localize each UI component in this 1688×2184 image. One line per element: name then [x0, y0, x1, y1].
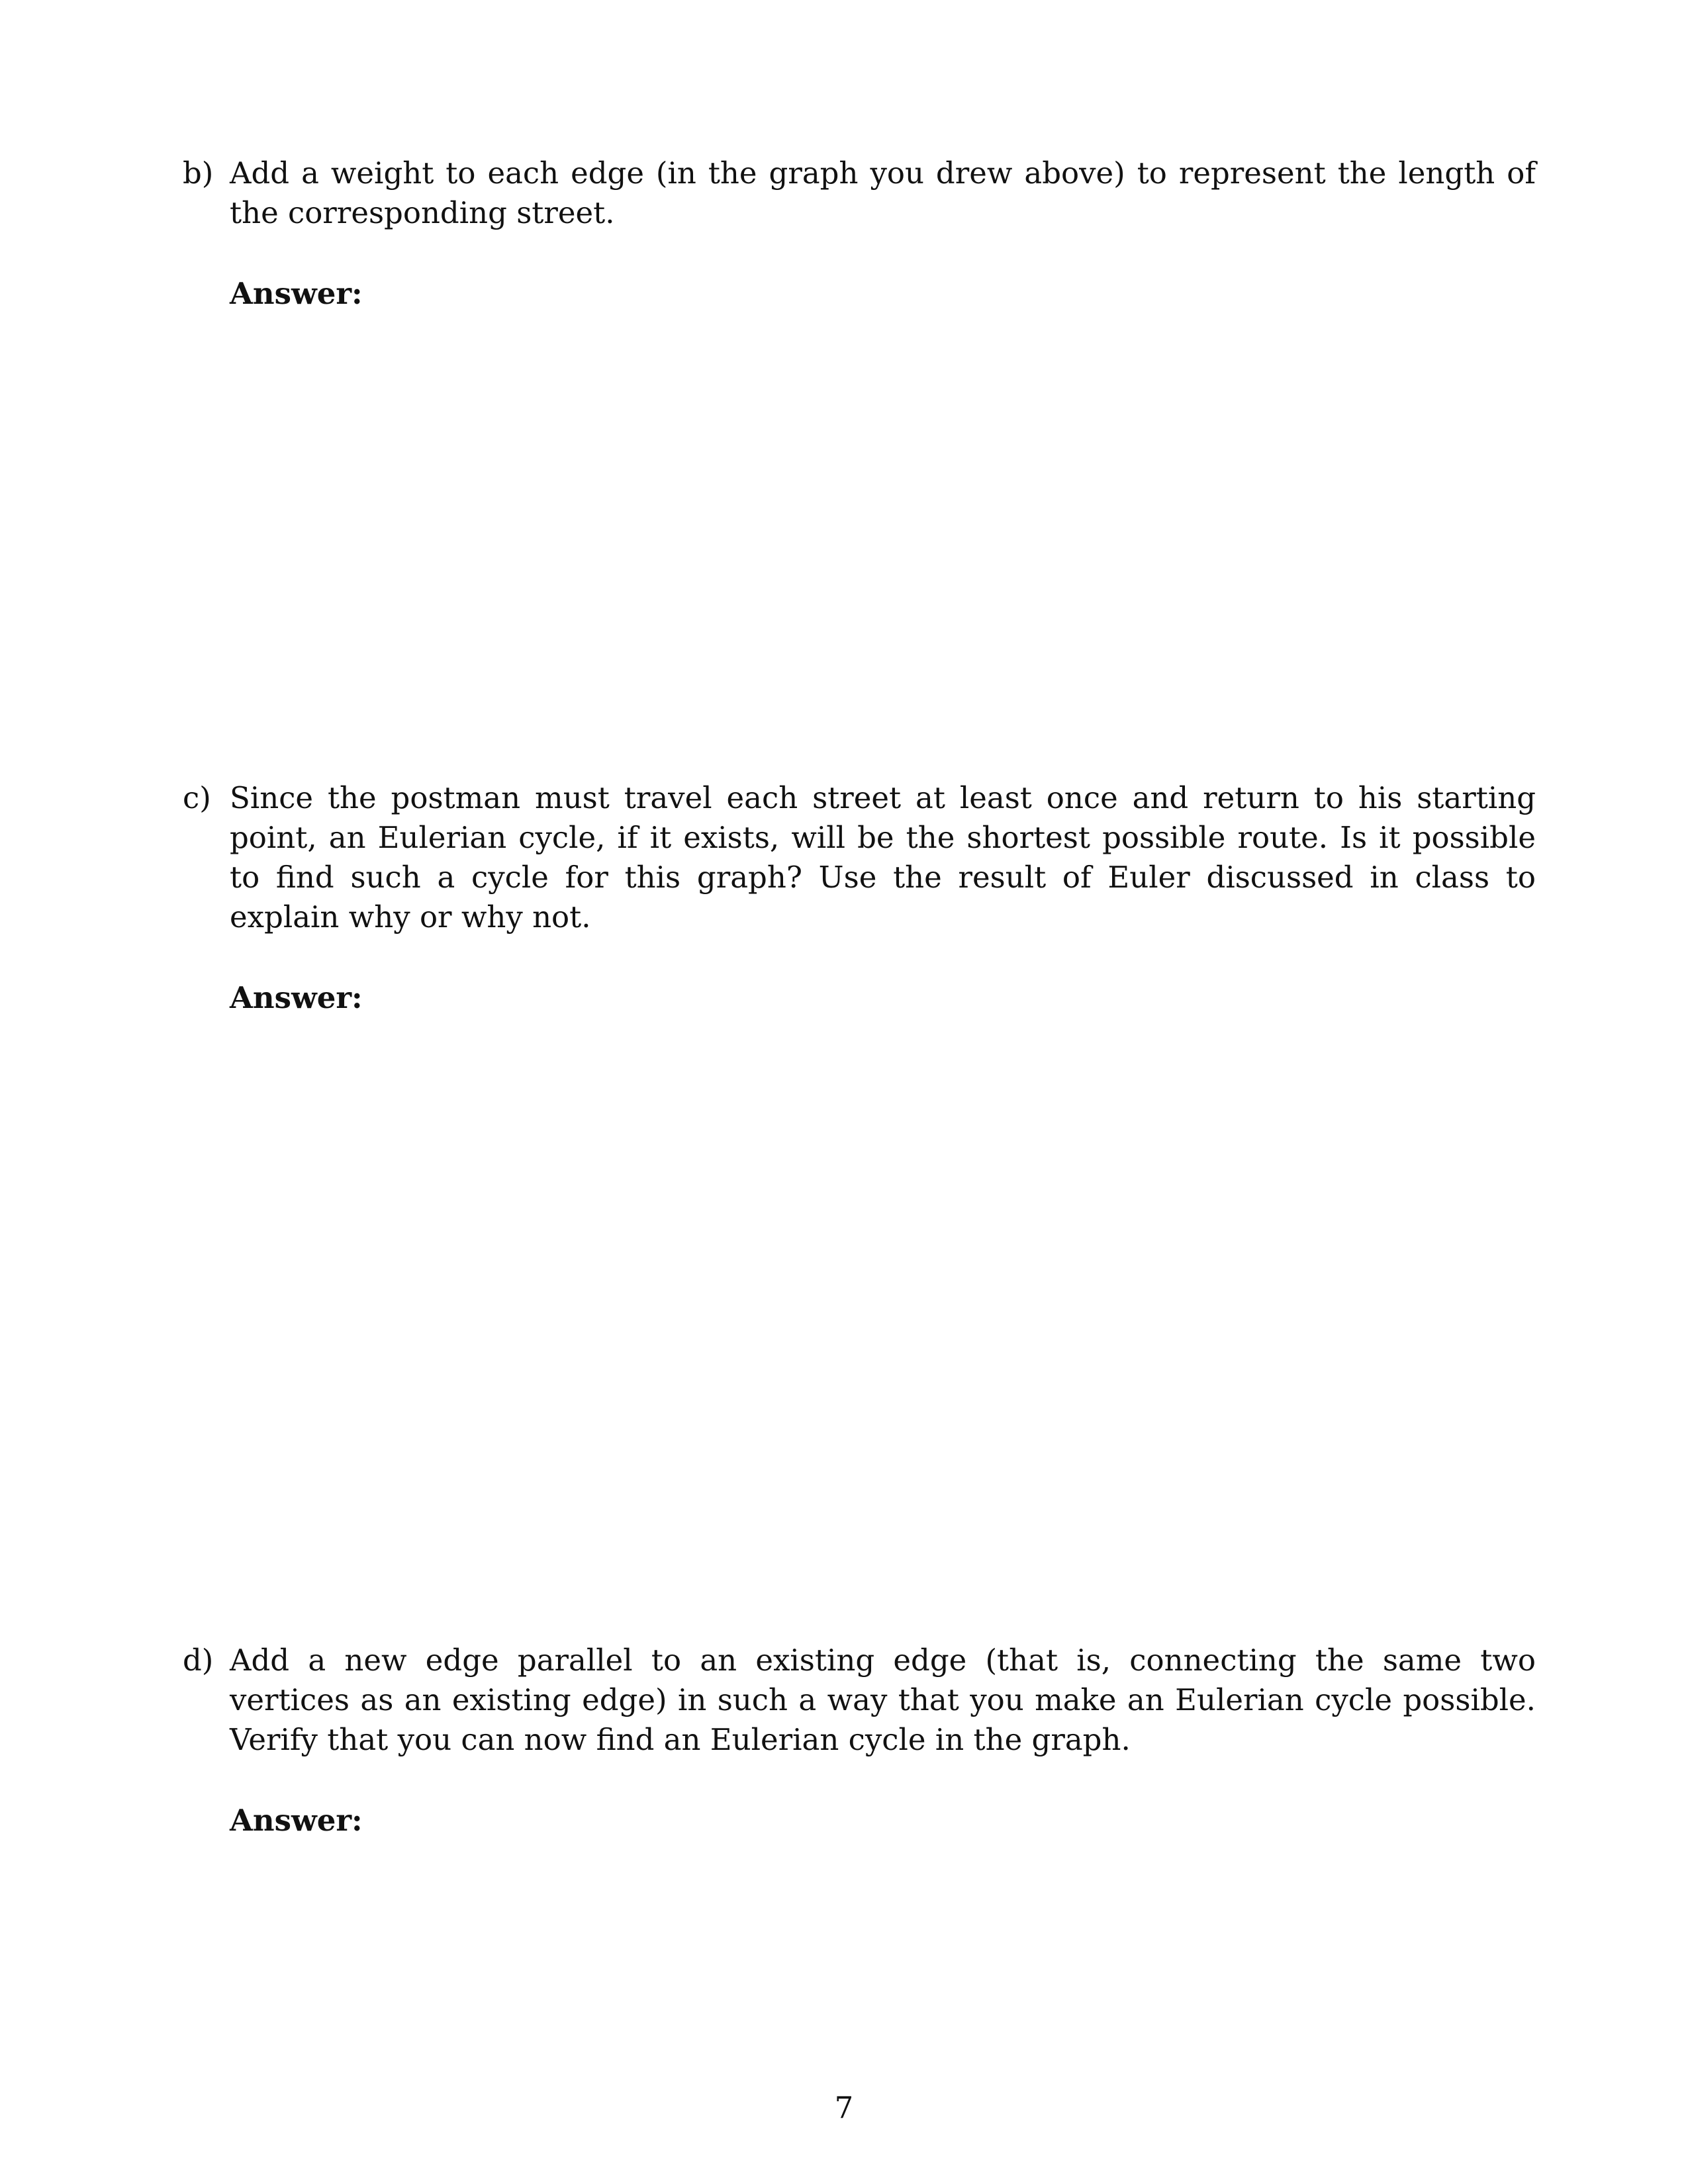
- question-d-label: d): [183, 1643, 214, 1678]
- question-d-row: [183, 1641, 1536, 1760]
- question-c-answer-area[interactable]: [230, 1018, 1536, 1666]
- question-b-row: [183, 154, 1536, 233]
- question-c: [183, 778, 1536, 1666]
- question-c-row: [183, 778, 1536, 937]
- question-d-answer-area[interactable]: [230, 1841, 1536, 2039]
- question-b-answer-label: Answer:: [230, 276, 363, 311]
- question-d: [183, 1641, 1536, 2039]
- page-number: 7: [834, 2090, 854, 2125]
- question-c-answer-label: Answer:: [230, 980, 363, 1015]
- question-c-text: Since the postman must travel each street at least once and return to his starting point, an Eulerian cycle, if it exists, will be the shortest possible route. Is it possible to find such a cycle for this graph? Use the result of Euler discussed in class to explain why or why not.: [230, 780, 1536, 934]
- question-b-text: Add a weight to each edge (in the graph you drew above) to represent the length of the corresponding street.: [230, 156, 1536, 230]
- question-b-label: b): [183, 156, 214, 191]
- question-b: [183, 154, 1536, 731]
- question-c-label: c): [183, 780, 211, 815]
- question-d-text: Add a new edge parallel to an existing edge (that is, connecting the same two vertices as an existing edge) in such a way that you make an Eulerian cycle possible. Verify that you can now find an Eulerian cycle in the graph.: [230, 1643, 1536, 1757]
- question-d-answer-label: Answer:: [230, 1803, 363, 1838]
- question-b-answer-area[interactable]: [230, 314, 1536, 731]
